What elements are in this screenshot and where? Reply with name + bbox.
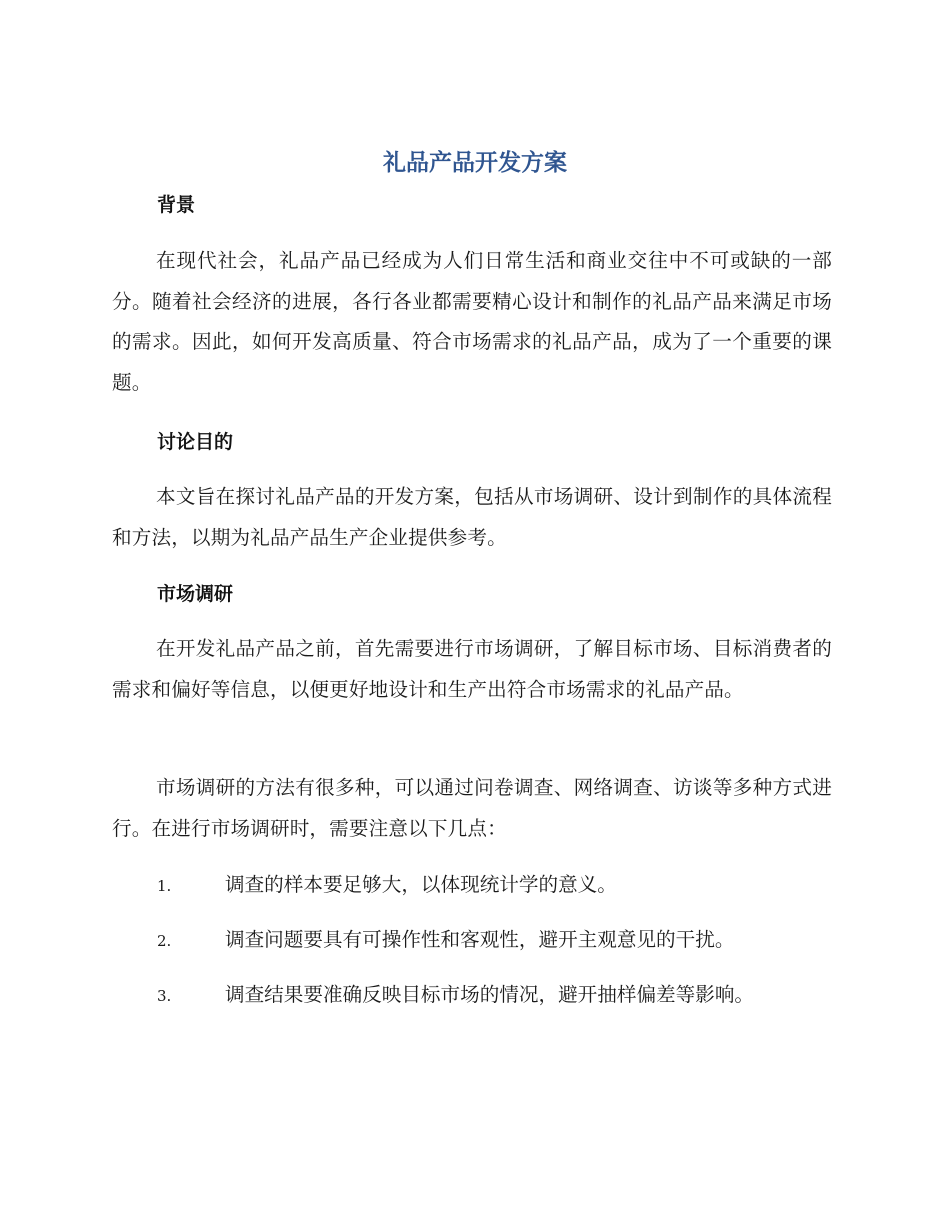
section-heading-background: 背景: [157, 194, 196, 216]
section-heading-market-research: 市场调研: [157, 583, 234, 605]
list-item: [157, 870, 837, 901]
list-item-number: 3.: [157, 987, 172, 1005]
document-title: 礼品产品开发方案: [383, 150, 567, 176]
section-heading-purpose: 讨论目的: [157, 431, 234, 453]
paragraph-market-research-methods: 市场调研的方法有很多种，可以通过问卷调查、网络调查、访谈等多种方式进行。在进行市场调研时，需要注意以下几点：: [112, 776, 832, 840]
paragraph-purpose: 本文旨在探讨礼品产品的开发方案，包括从市场调研、设计到制作的具体流程和方法，以期为礼品产品生产企业提供参考。: [112, 485, 832, 549]
list-item-text: 调查问题要具有可操作性和客观性，避开主观意见的干扰。: [225, 928, 735, 951]
list-item-text: 调查结果要准确反映目标市场的情况，避开抽样偏差等影响。: [225, 983, 755, 1006]
list-item-number: 1.: [157, 877, 172, 895]
list-item-text: 调查的样本要足够大，以体现统计学的意义。: [225, 873, 617, 896]
list-item: [157, 980, 837, 1011]
paragraph-background: 在现代社会，礼品产品已经成为人们日常生活和商业交往中不可或缺的一部分。随着社会经济的进展，各行各业都需要精心设计和制作的礼品产品来满足市场的需求。因此，如何开发高质量、符合市场需求的礼品产品，成为了一个重要的课题。: [112, 249, 832, 394]
paragraph-market-research-intro: 在开发礼品产品之前，首先需要进行市场调研，了解目标市场、目标消费者的需求和偏好等信息，以便更好地设计和生产出符合市场需求的礼品产品。: [112, 637, 832, 701]
list-item-number: 2.: [157, 932, 172, 950]
list-item: [157, 925, 837, 956]
